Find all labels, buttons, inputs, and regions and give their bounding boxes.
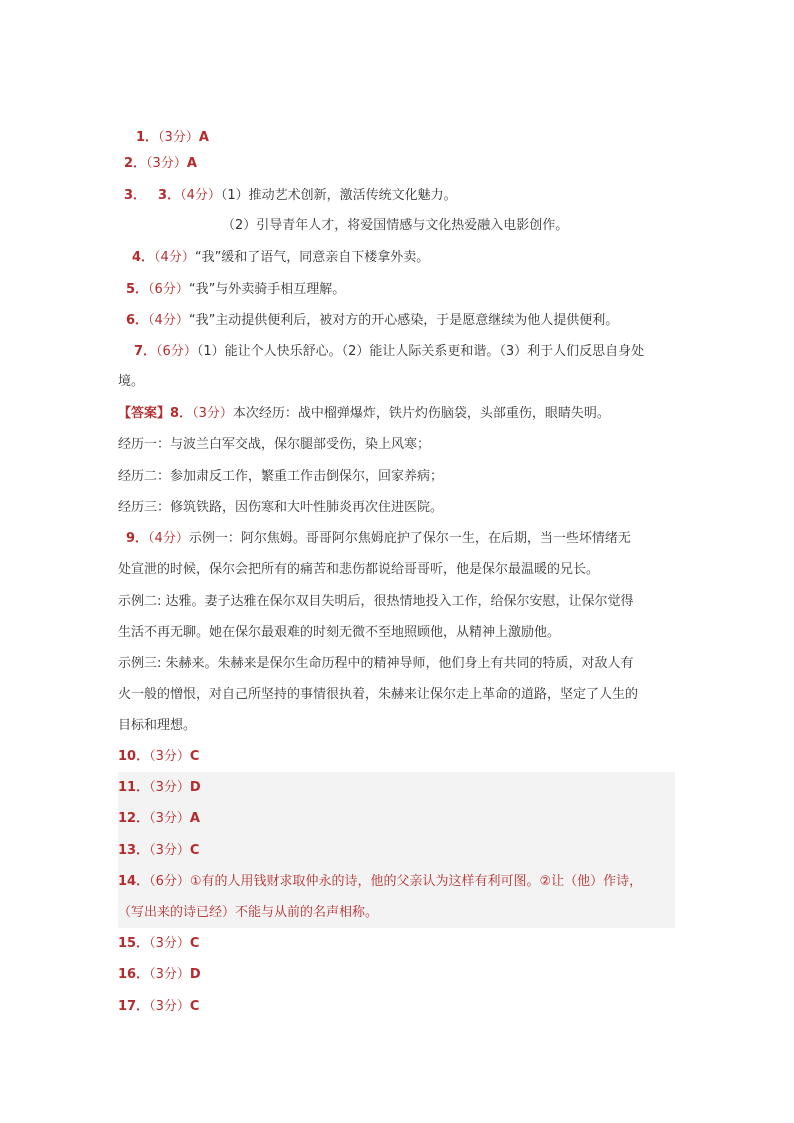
q10-answer: C bbox=[189, 749, 200, 764]
q13-answer: C bbox=[189, 843, 200, 858]
q13-number: 13． bbox=[118, 843, 150, 858]
answer-q12 bbox=[118, 809, 200, 829]
q14-line2: （写出来的诗已经）不能与从前的名声相称。 bbox=[118, 905, 379, 920]
answer-q10 bbox=[118, 747, 199, 767]
q12-number: 12． bbox=[118, 811, 150, 826]
q17-answer: C bbox=[189, 999, 200, 1014]
q8-text: 本次经历：战中榴弹爆炸，铁片灼伤脑袋，头部重伤，眼睛失明。 bbox=[232, 406, 610, 421]
answer-q4 bbox=[132, 248, 429, 268]
q16-score: （3分） bbox=[149, 967, 190, 982]
q6-score: （4分） bbox=[148, 313, 189, 328]
answer-q9 bbox=[126, 529, 631, 549]
answer-q9-line5 bbox=[118, 654, 634, 674]
q1-number: 1． bbox=[136, 130, 159, 145]
answer-q8 bbox=[118, 404, 610, 424]
q8-exp2: 经历二：参加肃反工作，繁重工作击倒保尔，回家养病； bbox=[118, 469, 444, 484]
q7-text-line1: （1）能让个人快乐舒心。（2）能让人际关系更和谐。（3）利于人们反思自身处 bbox=[196, 344, 645, 359]
q9-score: （4分） bbox=[148, 531, 189, 546]
answer-q8-exp2 bbox=[118, 467, 443, 487]
q8-score: （3分） bbox=[192, 406, 233, 421]
q15-score: （3分） bbox=[149, 936, 190, 951]
answer-q14 bbox=[118, 872, 642, 892]
q16-number: 16． bbox=[118, 967, 150, 982]
q15-answer: C bbox=[189, 936, 200, 951]
q2-number: 2． bbox=[124, 156, 147, 171]
answer-q3-part2 bbox=[222, 216, 568, 236]
q7-number: 7． bbox=[134, 344, 157, 359]
q11-number: 11． bbox=[118, 780, 150, 795]
q4-text: “我”缓和了语气，同意亲自下楼拿外卖。 bbox=[194, 250, 430, 265]
q10-score: （3分） bbox=[149, 749, 190, 764]
answer-q13 bbox=[118, 841, 199, 861]
q8-exp1: 经历一：与波兰白军交战，保尔腿部受伤，染上风寒； bbox=[118, 437, 431, 452]
q6-text: “我”主动提供便利后，被对方的开心感染，于是愿意继续为他人提供便利。 bbox=[188, 313, 619, 328]
q9-line5: 示例三: 朱赫来。朱赫来是保尔生命历程中的精神导师，他们身上有共同的特质，对敌人有 bbox=[118, 656, 634, 671]
q10-number: 10． bbox=[118, 749, 150, 764]
answer-q8-exp3 bbox=[118, 498, 443, 518]
answer-q9-line4 bbox=[118, 623, 560, 643]
q5-score: （6分） bbox=[148, 282, 189, 297]
answer-q9-line2 bbox=[118, 560, 599, 580]
q4-score: （4分） bbox=[154, 250, 195, 265]
q3-part2: （2）引导青年人才，将爱国情感与文化热爱融入电影创作。 bbox=[222, 218, 569, 233]
q2-score: （3分） bbox=[146, 156, 187, 171]
q8-tag: 【答案】 bbox=[118, 406, 171, 421]
answer-q14-line2 bbox=[118, 903, 378, 923]
answer-q5 bbox=[126, 280, 345, 300]
q17-number: 17． bbox=[118, 999, 150, 1014]
q3-outer-number: 3． bbox=[124, 188, 147, 203]
q13-score: （3分） bbox=[149, 843, 190, 858]
q3-part1: （1）推动艺术创新，激活传统文化魅力。 bbox=[220, 188, 457, 203]
q8-exp3: 经历三：修筑铁路，因伤寒和大叶性肺炎再次住进医院。 bbox=[118, 500, 444, 515]
q1-answer: A bbox=[198, 130, 209, 145]
q12-answer: A bbox=[189, 811, 200, 826]
answer-q7-line2 bbox=[118, 372, 144, 392]
answer-q3 bbox=[124, 186, 457, 206]
q8-number: 8． bbox=[170, 406, 193, 421]
q16-answer: D bbox=[189, 967, 201, 982]
q1-score: （3分） bbox=[158, 130, 199, 145]
q14-line1: ①有的人用钱财求取仲永的诗，他的父亲认为这样有利可图。②让（他）作诗， bbox=[189, 874, 643, 889]
q9-line2: 处宣泄的时候，保尔会把所有的痛苦和悲伤都说给哥哥听，他是保尔最温暖的兄长。 bbox=[118, 562, 600, 577]
answer-q1 bbox=[136, 128, 209, 148]
q17-score: （3分） bbox=[149, 999, 190, 1014]
q14-score: （6分） bbox=[149, 874, 190, 889]
q7-text-line2: 境。 bbox=[118, 374, 145, 389]
q3-number: 3． bbox=[158, 188, 181, 203]
q14-number: 14． bbox=[118, 874, 150, 889]
q9-line6: 火一般的憎恨，对自己所坚持的事情很执着，朱赫来让保尔走上革命的道路，坚定了人生的 bbox=[118, 687, 639, 702]
answer-q7 bbox=[134, 342, 644, 362]
answer-q9-line7 bbox=[118, 716, 196, 736]
answer-q16 bbox=[118, 965, 201, 985]
answer-q17 bbox=[118, 997, 199, 1017]
q3-score: （4分） bbox=[180, 188, 221, 203]
answer-q8-exp1 bbox=[118, 435, 430, 455]
q5-number: 5． bbox=[126, 282, 149, 297]
q9-number: 9． bbox=[126, 531, 149, 546]
answer-q9-line3 bbox=[118, 592, 634, 612]
answer-q9-line6 bbox=[118, 685, 638, 705]
answer-q15 bbox=[118, 934, 199, 954]
q11-answer: D bbox=[189, 780, 201, 795]
q4-number: 4． bbox=[132, 250, 155, 265]
q9-line3: 示例二: 达雅。妻子达雅在保尔双目失明后，很热情地投入工作，给保尔安慰，让保尔觉得 bbox=[118, 594, 634, 609]
q12-score: （3分） bbox=[149, 811, 190, 826]
q9-line4: 生活不再无聊。她在保尔最艰难的时刻无微不至地照顾他，从精神上激励他。 bbox=[118, 625, 561, 640]
q9-line1: 示例一：阿尔焦姆。哥哥阿尔焦姆庇护了保尔一生，在后期，当一些坏情绪无 bbox=[188, 531, 631, 546]
q5-text: “我”与外卖骑手相互理解。 bbox=[188, 282, 346, 297]
q6-number: 6． bbox=[126, 313, 149, 328]
q11-score: （3分） bbox=[149, 780, 190, 795]
answer-q11 bbox=[118, 778, 201, 798]
q2-answer: A bbox=[186, 156, 197, 171]
q7-score: （6分） bbox=[156, 344, 197, 359]
answer-q2 bbox=[124, 154, 197, 174]
q15-number: 15． bbox=[118, 936, 150, 951]
q9-line7: 目标和理想。 bbox=[118, 718, 197, 733]
answer-q6 bbox=[126, 311, 618, 331]
